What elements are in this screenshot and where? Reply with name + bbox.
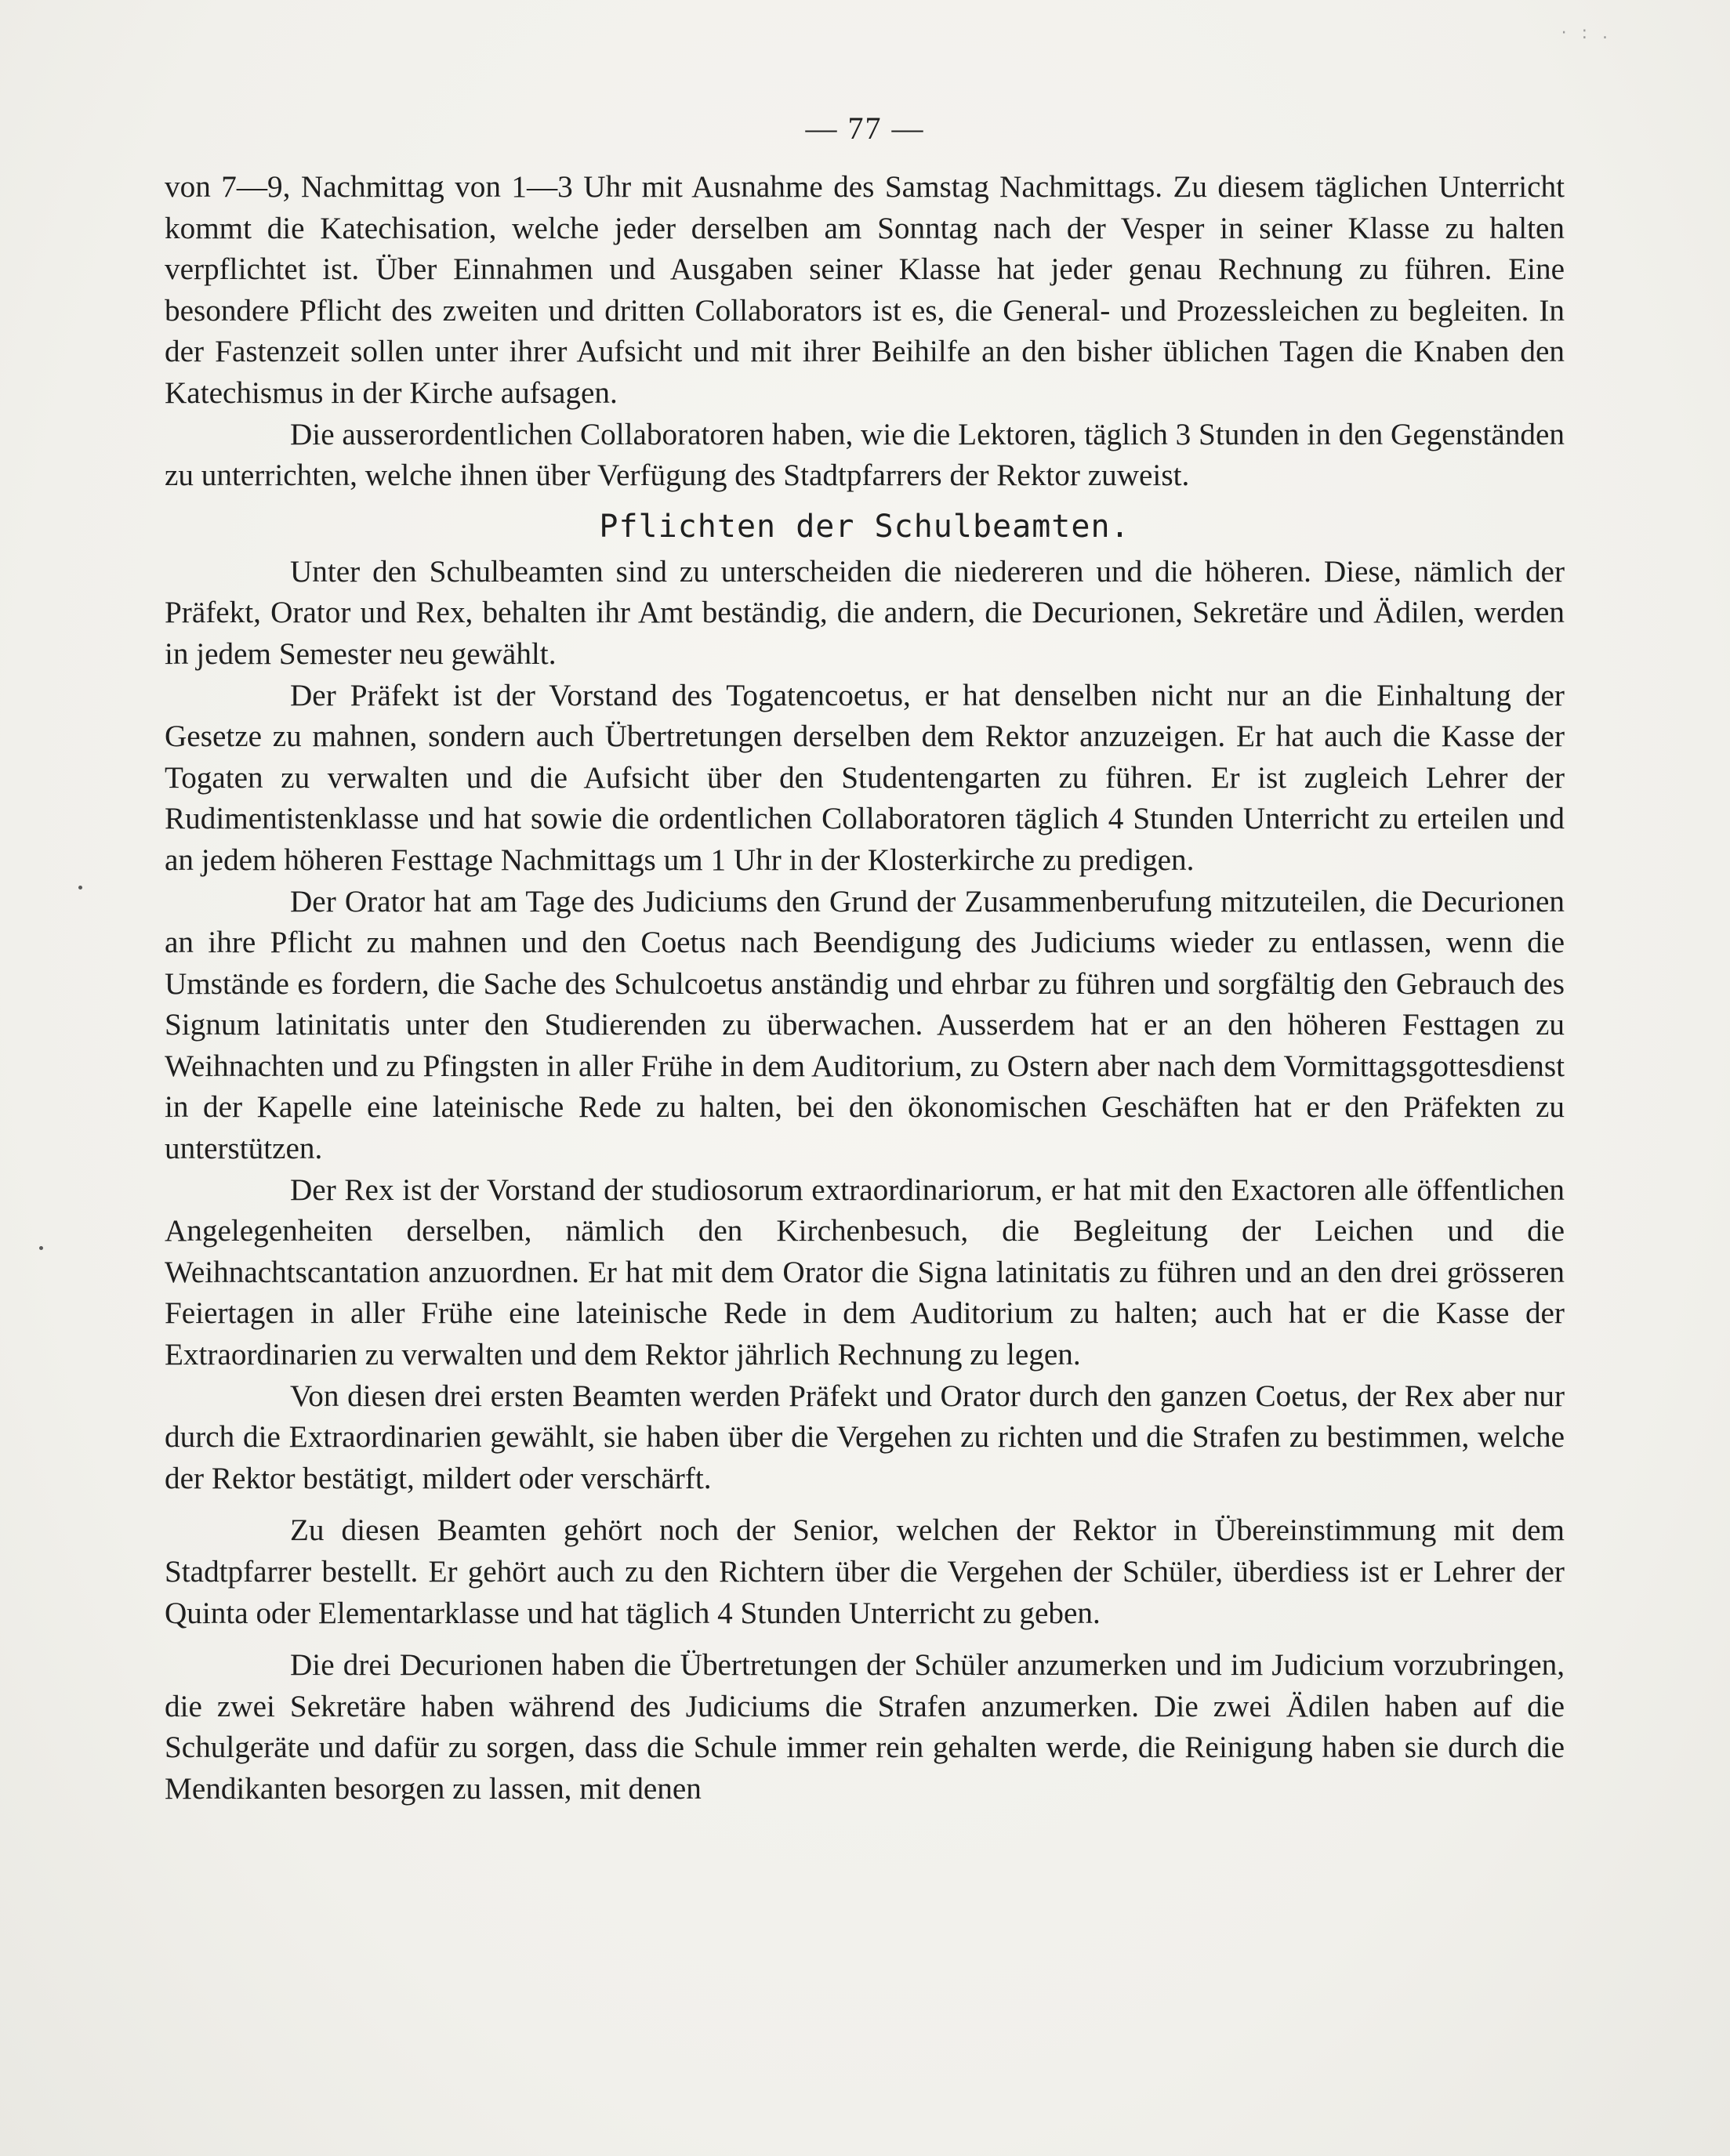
paragraph-3: Unter den Schulbeamten sind zu unterscheiden die niedereren und die höheren. Diese, nämlich der Präfekt, Orator und Rex, behalten ihr Amt beständig, die andern, die Decurionen, Sekretäre und Ädilen, werden in jedem Semester neu gewählt. [165, 554, 1565, 671]
paragraph-4: Der Präfekt ist der Vorstand des Togatencoetus, er hat denselben nicht nur an die Einhaltung der Gesetze zu mahnen, sondern auch Übertretungen derselben dem Rektor anzuzeigen. Er hat auch die Kasse der Togaten zu verwalten und die Aufsicht über den Studentengarten zu führen. Er ist zugleich Lehrer der Rudimentistenklasse und hat sowie die ordentlichen Collaboratoren täglich 4 Stunden Unterricht zu erteilen und an jedem höheren Festtage Nachmittags um 1 Uhr in der Klosterkirche zu predigen. [165, 678, 1565, 877]
scan-edge-marks: · : . [1561, 24, 1612, 43]
dust-speck [78, 886, 82, 890]
paragraph-8: Zu diesen Beamten gehört noch der Senior, welchen der Rektor in Übereinstimmung mit dem Stadtpfarrer bestellt. Er gehört auch zu den Richtern über die Vergehen der Schüler, überdiess ist er Lehrer der Quinta oder Elementarklasse und hat täglich 4 Stunden Unterricht zu geben. [165, 1513, 1565, 1630]
section-heading: Pflichten der Schulbeamten. [599, 508, 1130, 545]
dust-speck [39, 1246, 43, 1250]
body-text [165, 167, 1565, 1810]
paragraph-9: Die drei Decurionen haben die Übertretungen der Schüler anzumerken und im Judicium vorzubringen, die zwei Sekretäre haben während des Judiciums die Strafen anzumerken. Die zwei Ädilen haben auf die Schulgeräte und dafür zu sorgen, dass die Schule immer rein gehalten werde, die Reinigung haben sie durch die Mendikanten besorgen zu lassen, mit denen [165, 1648, 1565, 1806]
paragraph-7: Von diesen drei ersten Beamten werden Präfekt und Orator durch den ganzen Coetus, der Rex aber nur durch die Extraordinarien gewählt, sie haben über die Vergehen zu richten und die Strafen zu bestimmen, welche der Rektor bestätigt, mildert oder verschärft. [165, 1379, 1565, 1495]
paragraph-2: Die ausserordentlichen Collaboratoren haben, wie die Lektoren, täglich 3 Stunden in den Gegenständen zu unterrichten, welche ihnen über Verfügung des Stadtpfarrers der Rektor zuweist. [165, 417, 1565, 493]
paragraph-5: Der Orator hat am Tage des Judiciums den Grund der Zusammenberufung mitzuteilen, die Decurionen an ihre Pflicht zu mahnen und den Coetus nach Beendigung des Judiciums wieder zu entlassen, wenn die Umstände es fordern, die Sache des Schulcoetus anständig und ehrbar zu führen und sorgfältig den Gebrauch des Signum latinitatis unter den Studierenden zu überwachen. Ausserdem hat er an den höheren Festtagen zu Weihnachten und zu Pfingsten in aller Frühe in dem Auditorium, zu Ostern aber nach dem Vormittagsgottesdienst in der Kapelle eine lateinische Rede zu halten, bei den ökonomischen Geschäften hat er den Präfekten zu unterstützen. [165, 884, 1565, 1166]
paragraph-1: von 7—9, Nachmittag von 1—3 Uhr mit Ausnahme des Samstag Nachmittags. Zu diesem täglichen Unterricht kommt die Katechisation, welche jeder derselben am Sonntag nach der Vesper in seiner Klasse zu halten verpflichtet ist. Über Einnahmen und Ausgaben seiner Klasse hat jeder genau Rechnung zu führen. Eine besondere Pflicht des zweiten und dritten Collaborators ist es, die General- und Prozessleichen zu begleiten. In der Fastenzeit sollen unter ihrer Aufsicht und mit ihrer Beihilfe an den bisher üblichen Tagen die Knaben den Katechismus in der Kirche aufsagen. [165, 170, 1565, 410]
page-number: — 77 — [805, 111, 925, 146]
paragraph-6: Der Rex ist der Vorstand der studiosorum extraordinariorum, er hat mit den Exactoren alle öffentlichen Angelegenheiten derselben, nämlich den Kirchenbesuch, die Begleitung der Leichen und die Weihnachtscantation anzuordnen. Er hat mit dem Orator die Signa latinitatis zu führen und an den drei grösseren Feiertagen in aller Frühe eine lateinische Rede in dem Auditorium zu halten; auch hat er die Kasse der Extraordinarien zu verwalten und dem Rektor jährlich Rechnung zu legen. [165, 1172, 1565, 1372]
